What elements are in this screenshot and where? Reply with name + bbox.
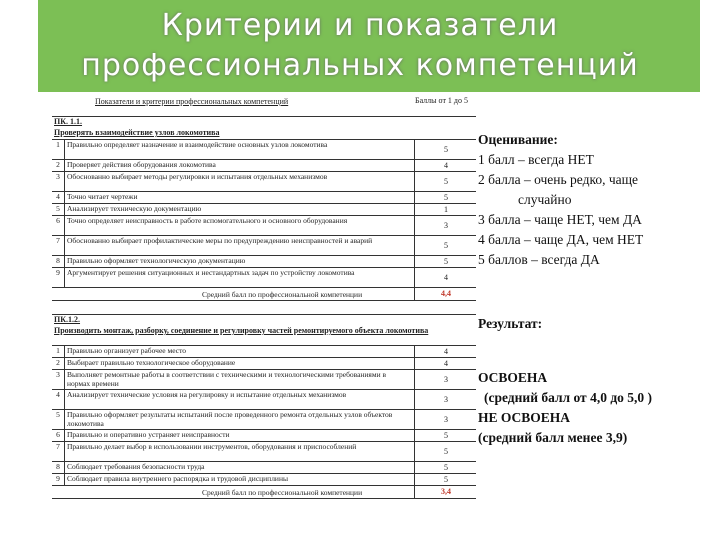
row-score: 4 <box>414 358 477 369</box>
row-score: 4 <box>414 346 477 357</box>
row-number: 6 <box>52 216 65 235</box>
table-row <box>52 430 476 442</box>
table-row <box>52 256 476 268</box>
criteria-document <box>38 92 478 518</box>
row-number: 9 <box>52 474 65 485</box>
scale-line-5: 5 баллов – всегда ДА <box>478 252 600 267</box>
row-score: 3 <box>414 216 477 235</box>
scale-line-2: 2 балла – очень редко, чаще <box>478 172 638 187</box>
table-row <box>52 236 476 256</box>
row-number: 3 <box>52 370 65 389</box>
table-row <box>52 268 476 288</box>
row-criterion: Соблюдает требования безопасности труда <box>67 462 205 471</box>
table-row <box>52 172 476 192</box>
row-criterion: Правильно организует рабочее место <box>67 346 186 355</box>
section-header <box>52 315 476 346</box>
slide-title-line-2: профессиональных компетенций <box>81 48 639 83</box>
row-score: 5 <box>414 462 477 473</box>
row-number: 8 <box>52 256 65 267</box>
table-row <box>52 192 476 204</box>
criteria-table-pk-1-1 <box>52 116 476 301</box>
row-score: 3 <box>414 410 477 429</box>
scale-line-4: 4 балла – чаще ДА, чем НЕТ <box>478 232 644 247</box>
table-row <box>52 462 476 474</box>
row-criterion: Анализирует технические условия на регулировку и испытание отдельных механизмов <box>67 390 347 399</box>
average-label: Средний балл по профессиональной компетенции <box>202 290 363 299</box>
row-score: 5 <box>414 430 477 441</box>
row-number: 8 <box>52 462 65 473</box>
row-number: 5 <box>52 204 65 215</box>
scale-line-3: 3 балла – чаще НЕТ, чем ДА <box>478 212 642 227</box>
row-criterion: Правильно оформляет результаты испытаний после проведенного ремонта отдельных узлов объектов локомотива <box>67 410 393 428</box>
average-score-row <box>52 486 476 499</box>
row-criterion: Проверяет действия оборудования локомотива <box>67 160 216 169</box>
row-criterion: Обоснованно выбирает методы регулировки и испытания отдельных механизмов <box>67 172 328 181</box>
competence-code: ПК. 1.1. <box>54 117 83 126</box>
document-title: Показатели и критерии профессиональных компетенций <box>95 97 289 106</box>
table-row <box>52 370 476 390</box>
result-passed-note: (средний балл от 4,0 до 5,0 ) <box>484 390 653 405</box>
row-criterion: Точно определяет неисправность в работе вспомогательного и основного оборудования <box>67 216 348 225</box>
row-criterion: Аргументирует решения ситуационных и нестандартных задач по устройству локомотива <box>67 268 355 277</box>
table-row <box>52 410 476 430</box>
competence-code: ПК.1.2. <box>54 315 81 324</box>
average-value: 4,4 <box>414 288 477 300</box>
result-failed: НЕ ОСВОЕНА <box>478 410 571 425</box>
evaluation-panel <box>478 130 714 448</box>
table-row <box>52 160 476 172</box>
competence-task: Проверять взаимодействие узлов локомотива <box>54 128 220 137</box>
evaluation-heading: Оценивание: <box>478 132 558 147</box>
row-score: 5 <box>414 236 477 255</box>
scale-line-2-cont: случайно <box>518 192 572 207</box>
row-criterion: Выполняет ремонтные работы в соответствии с техническими и технологическими требованиями в нормах времени <box>67 370 387 388</box>
row-number: 4 <box>52 390 65 409</box>
row-score: 3 <box>414 390 477 409</box>
table-row <box>52 346 476 358</box>
row-number: 4 <box>52 192 65 203</box>
row-number: 1 <box>52 140 65 159</box>
table-row <box>52 140 476 160</box>
row-number: 2 <box>52 358 65 369</box>
table-row <box>52 390 476 410</box>
row-score: 5 <box>414 140 477 159</box>
table-row <box>52 442 476 462</box>
score-column-header: Баллы от 1 до 5 <box>414 96 469 105</box>
result-failed-note: (средний балл менее 3,9) <box>478 430 628 445</box>
row-criterion: Правильно делает выбор в использовании инструментов, оборудования и приспособлений <box>67 442 357 451</box>
row-number: 3 <box>52 172 65 191</box>
row-criterion: Соблюдает правила внутреннего распорядка и трудовой дисциплины <box>67 474 289 483</box>
row-criterion: Правильно оформляет технологическую документацию <box>67 256 246 265</box>
row-number: 5 <box>52 410 65 429</box>
row-score: 5 <box>414 474 477 485</box>
row-score: 5 <box>414 442 477 461</box>
row-number: 9 <box>52 268 65 287</box>
table-row <box>52 204 476 216</box>
competence-task: Производить монтаж, разборку, соединение и регулировку частей ремонтируемого объекта локомотива <box>54 326 429 335</box>
section-header <box>52 117 476 140</box>
row-score: 5 <box>414 256 477 267</box>
average-value: 3,4 <box>414 486 477 498</box>
row-number: 1 <box>52 346 65 357</box>
row-criterion: Правильно и оперативно устраняет неисправности <box>67 430 230 439</box>
row-number: 2 <box>52 160 65 171</box>
table-row <box>52 216 476 236</box>
row-score: 4 <box>414 160 477 171</box>
row-criterion: Анализирует техническую документацию <box>67 204 202 213</box>
row-score: 4 <box>414 268 477 287</box>
row-score: 3 <box>414 370 477 389</box>
row-number: 7 <box>52 236 65 255</box>
criteria-table-pk-1-2 <box>52 314 476 499</box>
slide-title-line-1: Критерии и показатели <box>161 8 559 43</box>
result-heading: Результат: <box>478 316 543 331</box>
row-score: 5 <box>414 172 477 191</box>
scale-line-1: 1 балл – всегда НЕТ <box>478 152 594 167</box>
row-criterion: Выбирает правильно технологическое оборудование <box>67 358 236 367</box>
average-score-row <box>52 288 476 301</box>
row-score: 1 <box>414 204 477 215</box>
row-criterion: Точно читает чертежи <box>67 192 138 201</box>
table-row <box>52 474 476 486</box>
result-passed: ОСВОЕНА <box>478 370 548 385</box>
row-criterion: Правильно определяет назначение и взаимодействие основных узлов локомотива <box>67 140 328 149</box>
row-criterion: Обоснованно выбирает профилактические меры по предупреждению неисправностей и аварий <box>67 236 373 245</box>
average-label: Средний балл по профессиональной компетенции <box>202 488 363 497</box>
table-row <box>52 358 476 370</box>
row-score: 5 <box>414 192 477 203</box>
row-number: 7 <box>52 442 65 461</box>
row-number: 6 <box>52 430 65 441</box>
